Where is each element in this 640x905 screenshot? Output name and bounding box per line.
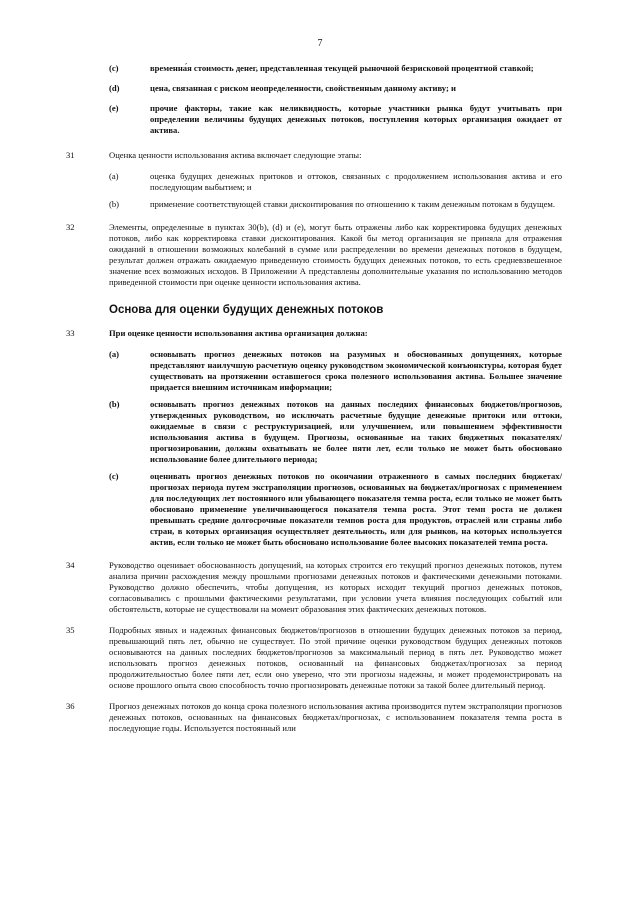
paragraph-34 xyxy=(66,560,562,615)
item-label: (d) xyxy=(109,83,120,93)
item-text: временна́я стоимость денег, представленная текущей рыночной безрисковой процентной ставкой; xyxy=(150,63,534,73)
item-text: прочие факторы, такие как неликвидность, которые участники рынка будут учитывать при определении величины будущих денежных потоков, поступления которых организация ожидает от актива. xyxy=(150,103,562,135)
item-text: цена, связанная с риском неопределенности, свойственным данному активу; и xyxy=(150,83,456,93)
paragraph-text: При оценке ценности использования актива организация должна: xyxy=(109,328,368,338)
item-label: (c) xyxy=(109,471,119,481)
item-text: основывать прогноз денежных потоков на данных последних финансовых бюджетов/прогнозов, утвержденных руководством, но исключать расчетные будущие денежные притоки или оттоки, ожидаемые в связи с реструктуризацией, или улучшением, или повышением эффективности использования актива в будущем. Прогнозы, основанные на таких бюджетных показателях/прогнозировании, должны охватывать не более пяти лет, если только не может быть обосновано использование более длительного периода; xyxy=(150,399,562,464)
paragraph-33 xyxy=(66,328,562,339)
paragraph-text: Оценка ценности использования актива включает следующие этапы: xyxy=(109,150,362,160)
paragraph-number: 33 xyxy=(66,328,75,338)
list-item xyxy=(109,83,562,94)
item-text: оценивать прогноз денежных потоков по окончании отраженного в самых последних бюджетах/прогнозах периода путем экстраполяции прогнозов, основанных на бюджетах/прогнозах с применением для последующих лет постоянного или убывающего показателя темпа роста, если только не может быть обосновано применение увеличивающегося показателя темпа роста. Этот темп роста не должен превышать средние долгосрочные показатели темпов роста для продуктов, отраслей или страны либо стран, в которых организация осуществляет деятельность, или для рынков, на которых используется актив, если только не может быть обосновано использование более высоких показателей темпа роста. xyxy=(150,471,562,547)
item-text: основывать прогноз денежных потоков на разумных и обоснованных допущениях, которые представляют наилучшую расчетную оценку руководством экономической конъюнктуры, которая будет существовать на протяжении оставшегося срока полезного использования актива. Большее значение придается внешним источникам информации; xyxy=(150,349,562,392)
item-label: (a) xyxy=(109,171,119,181)
list-item xyxy=(109,399,562,465)
paragraph-number: 35 xyxy=(66,625,75,635)
item-label: (a) xyxy=(109,349,120,359)
item-text: оценка будущих денежных притоков и оттоков, связанных с продолжением использования актива и его последующим выбытием; и xyxy=(150,171,562,192)
list-item xyxy=(109,471,562,548)
item-text: применение соответствующей ставки дисконтирования по отношению к таким денежным потокам в будущем. xyxy=(150,199,555,209)
paragraph-number: 32 xyxy=(66,222,75,232)
paragraph-text: Подробных явных и надежных финансовых бюджетов/прогнозов в отношении будущих денежных потоков за период, превышающий пять лет, обычно не существует. По этой причине оценки руководством будущих денежных потоков основываются на данных последних бюджетов/прогнозов за максимальный период в пять лет. Руководство может использовать прогноз денежных потоков, основанный на финансовых бюджетах/прогнозах за период продолжительностью более пяти лет, если оно уверено, что эти прогнозы надежны, и может продемонстрировать на основе прошлого опыта свою способность точно прогнозировать денежные потоки за такой более длительный период. xyxy=(109,625,562,690)
paragraph-number: 31 xyxy=(66,150,75,160)
section-heading: Основа для оценки будущих денежных потоков xyxy=(109,304,384,316)
paragraph-36 xyxy=(66,701,562,734)
paragraph-35 xyxy=(66,625,562,691)
list-item xyxy=(109,349,562,393)
list-item xyxy=(109,63,562,74)
paragraph-text: Прогноз денежных потоков до конца срока полезного использования актива производится путем экстраполяции прогнозов денежных потоков, основанных на финансовых бюджетах/прогнозах, с использованием показателя темпа роста в последующие годы. Используется постоянный или xyxy=(109,701,562,733)
list-item xyxy=(109,199,562,210)
paragraph-text: Руководство оценивает обоснованность допущений, на которых строится его текущий прогноз денежных потоков, путем анализа причин расхождения между прошлыми прогнозами денежных потоков и фактическими денежными потоками. Руководство должно обеспечить, чтобы допущения, из которых исходит текущий прогноз денежных потоков, согласовывались с прошлыми фактическими результатами, при условии учета влияния последующих событий или обстоятельств, которые не существовали на момент образования этих фактических денежных потоков. xyxy=(109,560,562,614)
paragraph-31 xyxy=(66,150,562,161)
item-label: (c) xyxy=(109,63,119,73)
item-label: (b) xyxy=(109,199,120,209)
item-label: (b) xyxy=(109,399,120,409)
item-label: (e) xyxy=(109,103,119,113)
page-content xyxy=(0,63,640,744)
paragraph-number: 34 xyxy=(66,560,75,570)
list-item xyxy=(109,171,562,193)
paragraph-32 xyxy=(66,222,562,288)
list-item xyxy=(109,103,562,136)
page-number: 7 xyxy=(317,38,323,49)
paragraph-text: Элементы, определенные в пунктах 30(b), (d) и (e), могут быть отражены либо как корректировка будущих денежных потоков, либо как корректировка ставки дисконтирования. Какой бы метод организация не приняла для отражения ожиданий в отношении возможных колебаний в сумме или распределении во времени денежных потоков в будущем, результат должен отражать ожидаемую приведенную стоимость будущих денежных потоков, то есть средневзвешенное значение всех возможных исходов. В Приложении А представлены дополнительные указания по использованию методов приведенной стоимости при оценке ценности использования актива. xyxy=(109,222,562,287)
paragraph-number: 36 xyxy=(66,701,75,711)
